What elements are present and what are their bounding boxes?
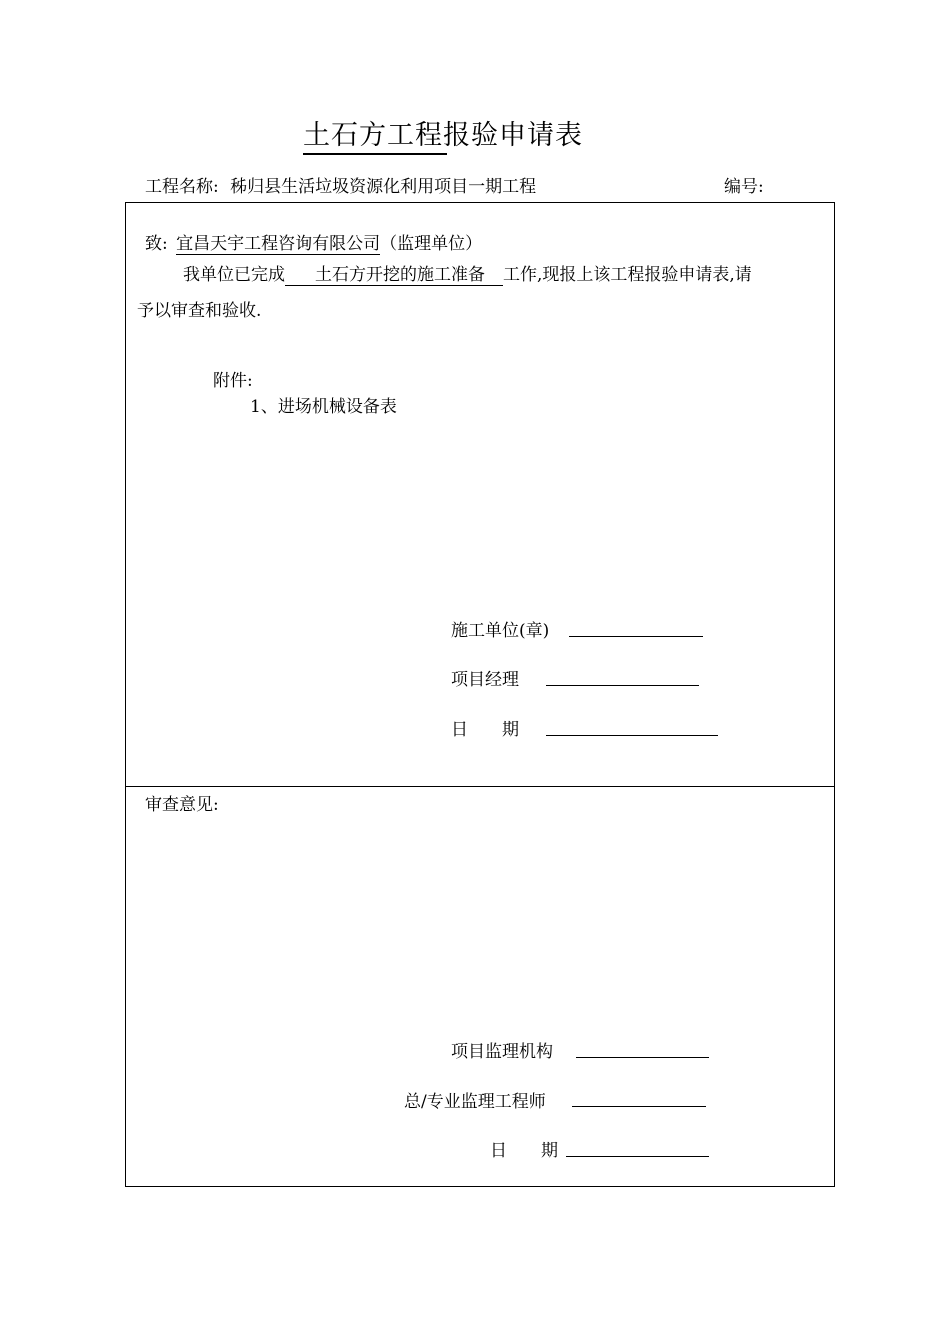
- completed-work-field: [285, 260, 503, 286]
- project-name-label: 工程名称:: [145, 177, 219, 197]
- addressee-row: [145, 229, 482, 255]
- application-date-line[interactable]: [546, 735, 718, 736]
- statement-prefix: 我单位已完成: [183, 265, 285, 285]
- project-manager-label: 项目经理: [451, 670, 519, 690]
- addressee-org: 宜昌天宇工程咨询有限公司: [176, 229, 380, 255]
- review-opinion-label: 审查意见:: [145, 795, 219, 815]
- addressee-role: （监理单位）: [380, 234, 483, 254]
- completed-work-value: 土石方开挖的施工准备: [315, 265, 485, 285]
- contractor-label: 施工单位(章): [451, 621, 550, 641]
- supervising-engineer-label: 总/专业监理工程师: [404, 1092, 546, 1112]
- statement-line-1: [183, 260, 752, 286]
- statement-line-2: 予以审查和验收.: [137, 301, 262, 321]
- attachment-item: 1、进场机械设备表: [250, 397, 397, 417]
- title-underline: [303, 153, 447, 155]
- attachments-label: 附件:: [213, 371, 253, 391]
- contractor-signature-line[interactable]: [569, 636, 703, 637]
- project-name-row: [145, 172, 536, 197]
- application-date-label: 日 期: [451, 720, 519, 740]
- review-date-label: 日 期: [490, 1141, 558, 1161]
- addressee-label: 致:: [145, 234, 168, 254]
- supervising-engineer-signature-line[interactable]: [572, 1106, 706, 1107]
- project-name-value: 秭归县生活垃圾资源化利用项目一期工程: [230, 177, 537, 197]
- supervision-org-label: 项目监理机构: [451, 1042, 553, 1062]
- document-number-label: 编号:: [724, 177, 764, 197]
- review-date-line[interactable]: [566, 1156, 709, 1157]
- document-title: 土石方工程报验申请表: [303, 120, 583, 151]
- supervision-org-signature-line[interactable]: [576, 1057, 709, 1058]
- section-divider: [125, 786, 835, 787]
- project-manager-signature-line[interactable]: [546, 685, 699, 686]
- statement-suffix: 工作,现报上该工程报验申请表,请: [503, 265, 752, 285]
